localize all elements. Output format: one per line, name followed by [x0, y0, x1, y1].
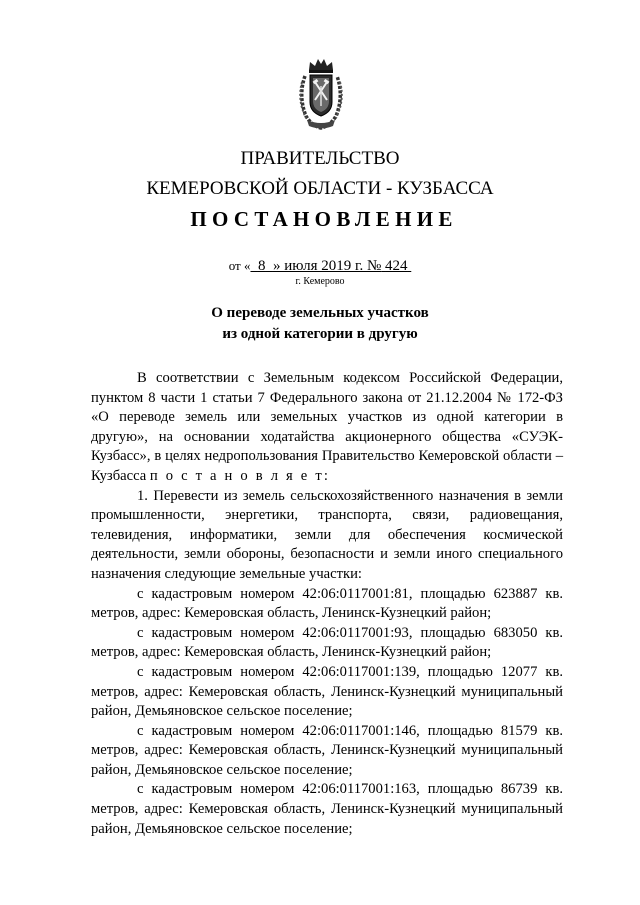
city-label: г. Кемерово [295, 276, 345, 287]
parcel-item: с кадастровым номером 42:06:0117001:93, площадью 683050 кв. метров, адрес: Кемеровская область, Ленинск-Кузнецкий район; [91, 624, 563, 661]
document-body [91, 369, 563, 839]
document-heading [0, 303, 640, 345]
parcel-item: с кадастровым номером 42:06:0117001:139, площадью 12077 кв. метров, адрес: Кемеровская область, Ленинск-Кузнецкий муниципальный район, Демьяновское сельское поселение; [91, 663, 563, 720]
coat-of-arms-emblem [296, 56, 346, 132]
parcel-item: с кадастровым номером 42:06:0117001:146, площадью 81579 кв. метров, адрес: Кемеровская область, Ленинск-Кузнецкий муниципальный район, Демьяновское сельское поселение; [91, 722, 563, 778]
date-month-year: » июля 2019 г. № [272, 258, 382, 274]
heading-line-2: из одной категории в другую [222, 326, 418, 342]
preamble-paragraph: В соответствии с Земельным кодексом Российской Федерации, пунктом 8 части 1 статьи 7 Федерального закона от 21.12.2004 № 172-ФЗ «О переводе земель или земельных участков из одной категории в другую», на основании ходатайства акционерного общества «СУЭК-Кузбасс», в целях недропользования Правительство Кемеровской области – Кузбасса п о с т а н о в л я е т: [91, 370, 563, 484]
parcel-item: с кадастровым номером 42:06:0117001:163, площадью 86739 кв. метров, адрес: Кемеровская область, Ленинск-Кузнецкий муниципальный район, Демьяновское сельское поселение; [91, 781, 563, 837]
resolves-word: п о с т а н о в л я е т: [149, 467, 331, 484]
org-line-1: ПРАВИТЕЛЬСТВО [240, 148, 400, 169]
item-1-paragraph: 1. Перевести из земель сельскохозяйственного назначения в земли промышленности, энергетики, транспорта, связи, радиовещания, телевидения, информатики, земли для обеспечения космической деятельности, земли обороны, безопасности и земли иного специального назначения следующие земельные участки: [91, 487, 563, 582]
date-day: 8 [257, 258, 266, 274]
date-prefix: от « [228, 258, 251, 273]
government-name [0, 144, 640, 204]
org-line-2: КЕМЕРОВСКОЙ ОБЛАСТИ - КУЗБАССА [146, 178, 494, 199]
heading-line-1: О переводе земельных участков [211, 305, 429, 321]
document-type-title: ПОСТАНОВЛЕНИЕ [190, 207, 458, 231]
parcel-item: с кадастровым номером 42:06:0117001:81, площадью 623887 кв. метров, адрес: Кемеровская область, Ленинск-Кузнецкий район; [91, 585, 563, 622]
document-number: 424 [385, 258, 408, 274]
date-number-line [0, 258, 640, 274]
